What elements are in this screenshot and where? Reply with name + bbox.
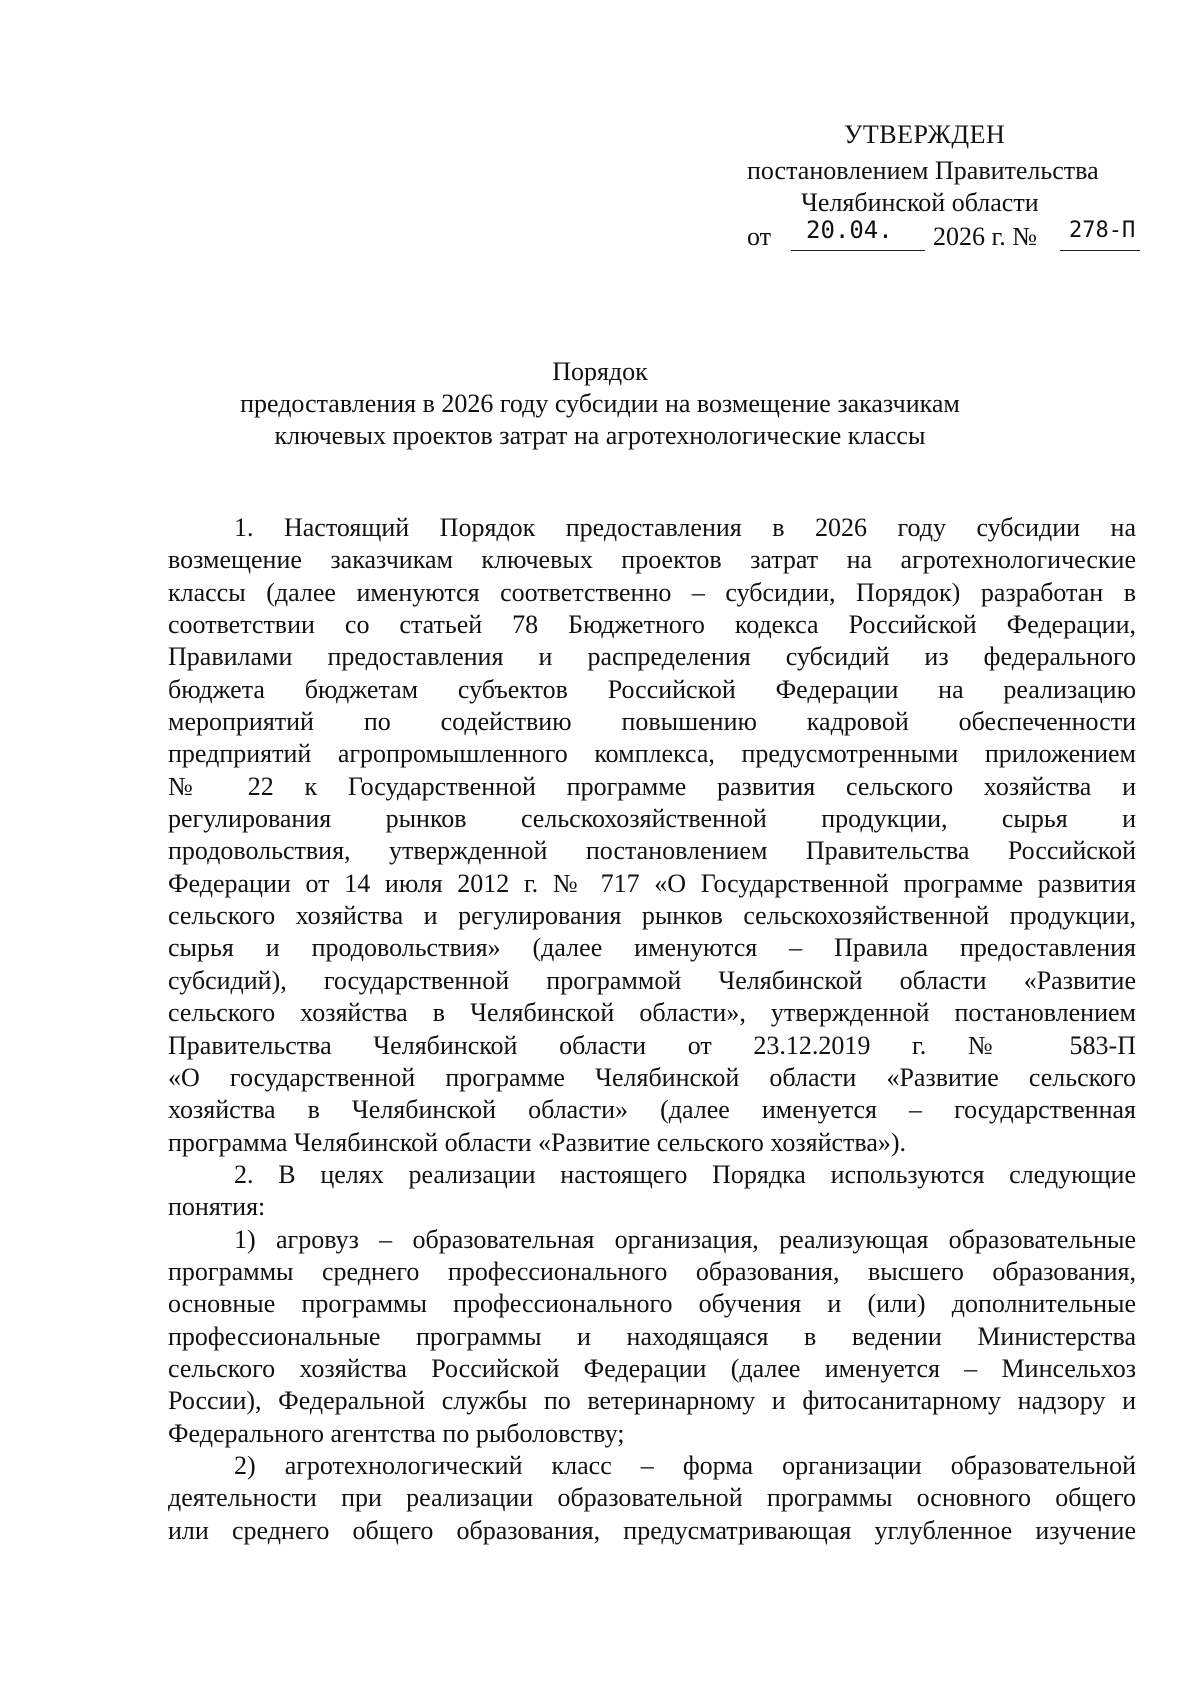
body-line: 1) агровуз – образовательная организация, реализующая образовательные [234,1224,1136,1254]
body-line: сырья и продовольствия» (далее именуются – Правила предоставления [168,933,1136,963]
approval-year-label: 2026 г. № [933,222,1038,251]
body-line: классы (далее именуются соответственно – субсидии, Порядок) разработан в [168,577,1136,607]
document-body [168,512,1136,1547]
body-line: Правилами предоставления и распределения субсидий из федерального [168,642,1136,672]
body-line: программа Челябинской области «Развитие сельского хозяйства»). [168,1127,907,1157]
body-line: бюджета бюджетам субъектов Российской Федерации на реализацию [168,674,1136,704]
body-line: профессиональные программы и находящаяся в ведении Министерства [168,1321,1136,1351]
approval-title: УТВЕРЖДЕН [844,120,1006,149]
body-line: программы среднего профессионального образования, высшего образования, [168,1256,1136,1286]
body-line: мероприятий по содействию повышению кадровой обеспеченности [168,707,1136,737]
body-line: № 22 к Государственной программе развития сельского хозяйства и [168,771,1136,801]
title-subheading-1: предоставления в 2026 году субсидии на возмещение заказчикам [240,389,960,418]
title-subheading-2: ключевых проектов затрат на агротехнологические классы [274,421,926,450]
body-line: или среднего общего образования, предусматривающая углубленное изучение [168,1515,1136,1545]
body-line: соответствии со статьей 78 Бюджетного кодекса Российской Федерации, [168,610,1136,640]
body-line: хозяйства в Челябинской области» (далее именуется – государственная [168,1095,1136,1125]
body-line: возмещение заказчикам ключевых проектов затрат на агротехнологические [168,545,1136,575]
body-line: основные программы профессионального обучения и (или) дополнительные [168,1289,1136,1319]
approval-number: 278-П [1069,218,1136,243]
approval-region-line: Челябинской области [801,188,1039,217]
approval-from-label: от [747,222,772,251]
body-line: предприятий агропромышленного комплекса, предусмотренными приложением [168,739,1136,769]
approval-date: 20.04. [806,216,893,244]
title-heading: Порядок [552,357,648,386]
body-line: сельского хозяйства в Челябинской области», утвержденной постановлением [168,998,1136,1028]
body-line: Правительства Челябинской области от 23.12.2019 г. № 583-П [168,1030,1136,1060]
body-line: сельского хозяйства и регулирования рынков сельскохозяйственной продукции, [168,901,1136,931]
body-line: понятия: [168,1192,266,1222]
body-line: субсидий), государственной программой Челябинской области «Развитие [168,965,1136,995]
body-line: продовольствия, утвержденной постановлением Правительства Российской [168,836,1136,866]
body-line: регулирования рынков сельскохозяйственной продукции, сырья и [168,804,1136,834]
body-line: 2. В целях реализации настоящего Порядка используются следующие [234,1159,1136,1189]
approval-issuer-line: постановлением Правительства [747,156,1099,185]
body-line: сельского хозяйства Российской Федерации (далее именуется – Минсельхоз [168,1353,1136,1383]
body-line: 1. Настоящий Порядок предоставления в 2026 году субсидии на [234,513,1136,542]
body-line: 2) агротехнологический класс – форма организации образовательной [234,1450,1136,1480]
body-line: России), Федеральной службы по ветеринарному и фитосанитарному надзору и [168,1386,1136,1416]
document-title [150,356,1050,452]
body-line: Федерации от 14 июля 2012 г. № 717 «О Государственной программе развития [168,868,1136,898]
body-line: Федерального агентства по рыболовству; [168,1418,625,1448]
body-line: деятельности при реализации образовательной программы основного общего [168,1483,1136,1513]
body-line: «О государственной программе Челябинской области «Развитие сельского [168,1062,1136,1092]
